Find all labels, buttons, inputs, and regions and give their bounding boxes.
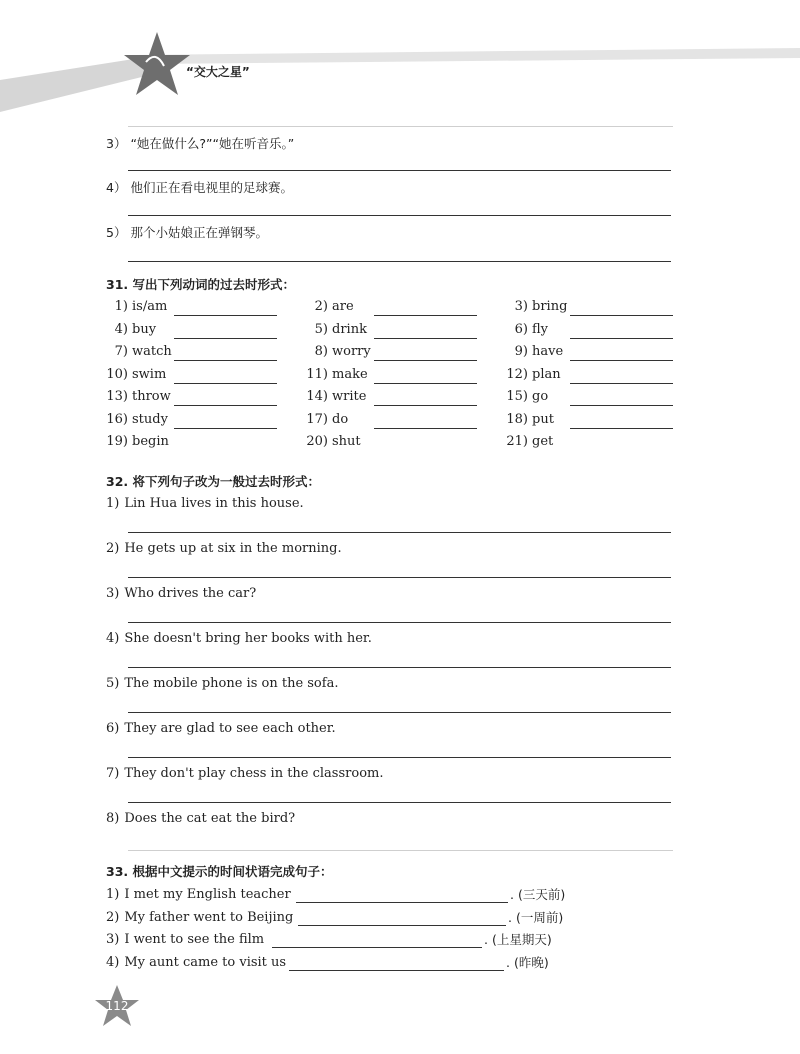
brand-title: “交大之星” <box>186 65 250 79</box>
item-number: 8) <box>106 811 120 826</box>
answer-line[interactable] <box>128 712 671 713</box>
verb-item <box>306 412 348 428</box>
answer-blank[interactable] <box>174 428 277 429</box>
verb-word: is/am <box>132 299 168 314</box>
completion-item <box>106 887 291 903</box>
completion-item <box>106 910 293 926</box>
verb-word: go <box>532 389 549 404</box>
item-number: 9) <box>514 344 528 359</box>
page-number: 112 <box>105 999 129 1013</box>
verb-word: buy <box>132 321 157 337</box>
answer-line[interactable] <box>128 532 671 533</box>
answer-blank[interactable] <box>374 360 477 361</box>
answer-blank[interactable] <box>374 315 477 316</box>
answer-line[interactable] <box>128 802 671 803</box>
item-text: 那个小姑娘正在弹钢琴。 <box>130 225 268 240</box>
sentence-item <box>106 631 372 647</box>
verb-item <box>306 434 361 450</box>
item-number: 3) <box>106 932 120 947</box>
verb-item <box>506 367 561 383</box>
item-number: 4) <box>106 631 120 646</box>
item-number: 5) <box>314 321 328 337</box>
q33-title: 33. 根据中文提示的时间状语完成句子： <box>106 864 333 879</box>
answer-blank[interactable] <box>272 947 482 948</box>
verb-item <box>306 299 354 315</box>
item-number: 16) <box>106 411 128 427</box>
verb-item <box>306 344 371 360</box>
answer-blank[interactable] <box>289 970 504 971</box>
item-number: 3) <box>106 586 120 601</box>
top-divider <box>128 126 673 127</box>
answer-blank[interactable] <box>570 338 673 339</box>
item-number: 1) <box>106 496 120 511</box>
verb-word: are <box>332 299 354 314</box>
item-number: 20) <box>306 434 328 449</box>
item-number: 14) <box>306 389 328 404</box>
item-number: 4) <box>106 954 120 970</box>
item-number: 7) <box>106 766 120 781</box>
item-number: 7) <box>114 344 128 359</box>
sentence-text: I met my English teacher <box>124 887 291 902</box>
q31-title: 31. 写出下列动词的过去时形式： <box>106 277 295 292</box>
verb-word: make <box>332 366 368 382</box>
answer-blank[interactable] <box>374 428 477 429</box>
item-number: 6) <box>514 321 528 337</box>
time-hint: . (一周前) <box>508 909 564 925</box>
item-number: 5) <box>106 676 120 691</box>
item-number: 12) <box>506 366 528 382</box>
verb-item <box>306 367 368 383</box>
time-hint: . (上星期天) <box>484 932 552 947</box>
item-number: 2) <box>106 909 120 925</box>
answer-blank[interactable] <box>174 383 277 384</box>
sentence-item <box>106 766 383 782</box>
translate-item <box>106 180 293 196</box>
section-divider <box>128 850 673 851</box>
verb-item <box>306 322 367 338</box>
sentence-text: Who drives the car? <box>124 586 257 601</box>
translate-item <box>106 136 294 152</box>
answer-blank[interactable] <box>174 360 277 361</box>
verb-item <box>106 299 167 315</box>
answer-blank[interactable] <box>374 383 477 384</box>
verb-item <box>106 434 169 450</box>
time-hint: . (三天前) <box>510 887 566 902</box>
sentence-item <box>106 676 338 692</box>
sentence-item <box>106 586 256 602</box>
verb-item <box>106 367 166 383</box>
item-number: 6) <box>106 721 120 736</box>
translate-item <box>106 225 268 241</box>
sentence-item <box>106 541 342 557</box>
banner-stripe-top <box>130 48 800 64</box>
answer-line[interactable] <box>128 757 671 758</box>
verb-item <box>306 389 366 405</box>
answer-blank[interactable] <box>174 405 277 406</box>
verb-word: worry <box>332 344 371 359</box>
verb-word: bring <box>532 299 568 314</box>
verb-item <box>106 344 172 360</box>
sentence-text: He gets up at six in the morning. <box>124 541 342 556</box>
sentence-text: My aunt came to visit us <box>124 954 287 970</box>
verb-item <box>506 322 548 338</box>
item-number: 2) <box>106 541 120 556</box>
answer-blank[interactable] <box>570 428 673 429</box>
answer-line[interactable] <box>128 577 671 578</box>
sentence-text: The mobile phone is on the sofa. <box>124 676 339 691</box>
item-number: 8) <box>314 344 328 359</box>
item-number: 11) <box>306 366 328 382</box>
completion-item <box>106 932 264 948</box>
sentence-text: My father went to Beijing <box>124 909 294 925</box>
item-number: 1) <box>106 887 120 902</box>
item-number: 19) <box>106 434 128 449</box>
item-number: 17) <box>306 411 328 427</box>
answer-blank[interactable] <box>296 902 508 903</box>
verb-item <box>506 412 554 428</box>
item-number: 4） <box>106 180 127 195</box>
verb-word: do <box>332 411 349 427</box>
item-number: 15) <box>506 389 528 404</box>
sentence-text: Lin Hua lives in this house. <box>124 496 304 511</box>
answer-blank[interactable] <box>374 338 477 339</box>
item-number: 4) <box>114 321 128 337</box>
item-number: 18) <box>506 411 528 427</box>
verb-item <box>506 434 553 450</box>
verb-word: have <box>532 344 564 359</box>
item-text: 他们正在看电视里的足球赛。 <box>130 180 293 195</box>
sentence-text: I went to see the film <box>124 932 265 947</box>
verb-word: get <box>532 434 554 449</box>
answer-blank[interactable] <box>570 383 673 384</box>
answer-blank[interactable] <box>570 405 673 406</box>
answer-blank[interactable] <box>570 315 673 316</box>
time-hint: . (昨晚) <box>506 954 549 970</box>
sentence-item <box>106 721 336 737</box>
item-number: 21) <box>506 434 528 449</box>
answer-blank[interactable] <box>298 925 506 926</box>
answer-blank[interactable] <box>374 405 477 406</box>
page-number-badge <box>94 984 140 1028</box>
header-banner <box>0 0 800 130</box>
sentence-text: She doesn't bring her books with her. <box>124 631 372 646</box>
answer-line[interactable] <box>128 261 671 262</box>
item-number: 1) <box>114 299 128 314</box>
item-number: 3) <box>514 299 528 314</box>
answer-line[interactable] <box>128 622 671 623</box>
verb-word: put <box>532 411 554 427</box>
verb-item <box>106 412 168 428</box>
banner-stripe <box>0 58 150 112</box>
sentence-text: Does the cat eat the bird? <box>124 811 296 826</box>
sentence-item <box>106 811 295 827</box>
verb-item <box>106 322 156 338</box>
sentence-text: They are glad to see each other. <box>124 721 336 736</box>
answer-blank[interactable] <box>174 338 277 339</box>
sentence-item <box>106 496 304 512</box>
verb-word: study <box>132 411 168 427</box>
verb-word: begin <box>132 434 169 449</box>
answer-line[interactable] <box>128 170 671 171</box>
answer-line[interactable] <box>128 667 671 668</box>
answer-line[interactable] <box>128 215 671 216</box>
sentence-text: They don't play chess in the classroom. <box>124 766 384 781</box>
verb-item <box>106 389 171 405</box>
verb-item <box>506 299 567 315</box>
answer-blank[interactable] <box>570 360 673 361</box>
verb-item <box>506 389 548 405</box>
item-number: 5） <box>106 225 127 240</box>
verb-word: watch <box>132 344 172 359</box>
item-number: 2) <box>314 299 328 314</box>
verb-word: shut <box>332 434 361 449</box>
verb-item <box>506 344 563 360</box>
answer-blank[interactable] <box>174 315 277 316</box>
item-number: 13) <box>106 389 128 404</box>
completion-item <box>106 955 286 971</box>
item-number: 10) <box>106 366 128 382</box>
item-text: “她在做什么?”“她在听音乐。” <box>130 136 295 151</box>
verb-word: throw <box>132 389 171 404</box>
item-number: 3） <box>106 136 127 151</box>
verb-word: drink <box>332 321 367 337</box>
q32-title: 32. 将下列句子改为一般过去时形式： <box>106 474 320 489</box>
verb-word: plan <box>532 366 561 382</box>
verb-word: write <box>332 389 367 404</box>
verb-word: fly <box>532 321 549 337</box>
verb-word: swim <box>132 366 167 382</box>
